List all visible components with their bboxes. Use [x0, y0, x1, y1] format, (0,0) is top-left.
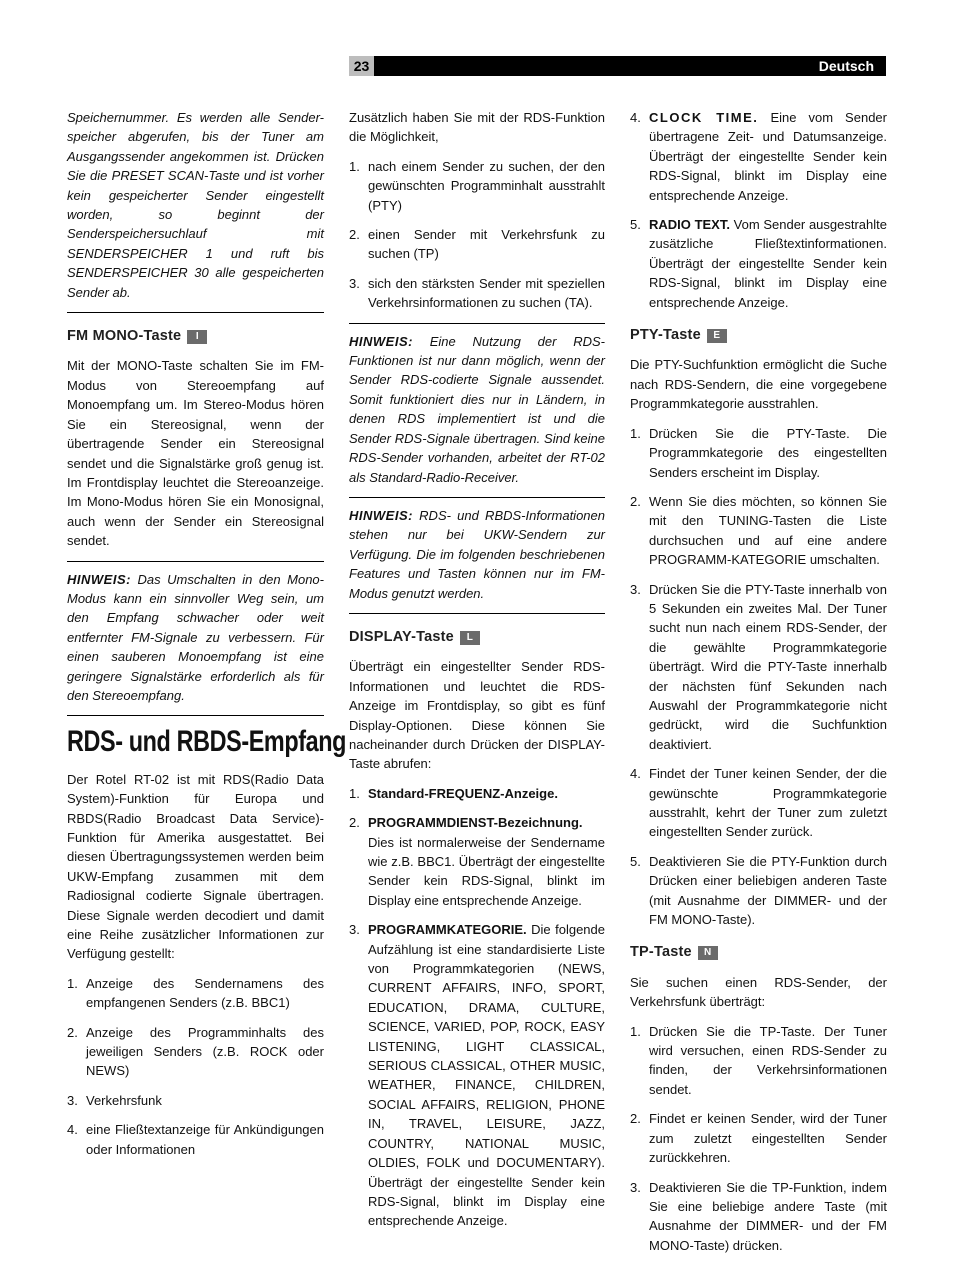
divider	[349, 323, 605, 324]
rds-section-title: RDS- und RBDS-Empfang	[67, 725, 347, 759]
list-item	[67, 1091, 324, 1110]
note-label: HINWEIS:	[67, 571, 131, 587]
divider	[349, 613, 605, 614]
column-right	[630, 108, 887, 1265]
pty-heading	[630, 326, 887, 345]
list-number: 1.	[630, 1023, 641, 1039]
list-item	[630, 108, 887, 205]
list-number: 1.	[630, 425, 641, 441]
divider	[67, 312, 324, 313]
list-text: einen Sender mit Verkehrsfunk zu suchen (TP)	[368, 227, 605, 262]
note-label: HINWEIS:	[349, 507, 413, 523]
option-name: Standard-FREQUENZ-Anzeige.	[368, 785, 558, 801]
display-options-list	[349, 784, 605, 1231]
list-item	[630, 852, 887, 930]
list-number: 4.	[630, 110, 641, 125]
list-item	[349, 225, 605, 264]
list-number: 4.	[67, 1122, 78, 1138]
list-number: 2.	[349, 227, 360, 243]
list-number: 3.	[630, 1179, 641, 1195]
list-number: 2.	[349, 815, 360, 831]
key-badge-i: I	[187, 330, 207, 344]
list-text: Anzeige des Programminhalts des jeweiligen Senders (z.B. ROCK oder NEWS)	[86, 1024, 324, 1079]
list-text: Findet der Tuner keinen Sender, der die gewünschte Programmkategorie ausstrahlt, kehrt der Tuner zum zuletzt eingestellten Sender zurück.	[649, 766, 887, 840]
key-badge-e: E	[707, 329, 727, 343]
list-number: 1.	[67, 975, 78, 991]
list-item	[630, 764, 887, 842]
list-item	[630, 1022, 887, 1100]
column-left	[67, 108, 347, 1169]
list-number: 1.	[349, 158, 360, 174]
display-title: DISPLAY-Taste	[349, 628, 454, 645]
list-number: 2.	[67, 1024, 78, 1040]
list-number: 4.	[630, 766, 641, 782]
list-number: 3.	[349, 922, 360, 938]
tp-steps-list	[630, 1022, 887, 1255]
key-badge-l: L	[460, 631, 480, 645]
list-item	[67, 1023, 324, 1081]
rbds-note	[349, 506, 605, 603]
divider	[67, 715, 324, 716]
list-number: 5.	[630, 217, 641, 233]
list-number: 2.	[630, 493, 641, 509]
list-text: Drücken Sie die TP-Taste. Der Tuner wird versuchen, einen RDS-Sender zu finden, der Verkehrsinformationen sendet.	[649, 1023, 887, 1097]
divider	[67, 561, 324, 562]
column-middle	[349, 108, 605, 1241]
list-text: Deaktivieren Sie die PTY-Funktion durch Drücken einer beliebigen anderen Taste (mit Ausnahme der DIMMER- und der FM MONO-Taste).	[649, 853, 887, 928]
list-text: Wenn Sie dies möchten, so können Sie mit den TUNING-Tasten die Liste durchsuchen und auf eine andere PROGRAMM-KATEGORIE umschalten.	[649, 493, 887, 568]
rds-options-list	[349, 157, 605, 313]
key-badge-n: N	[698, 946, 718, 960]
option-name: PROGRAMMDIENST-Bezeichnung.	[368, 815, 583, 831]
pty-title: PTY-Taste	[630, 327, 701, 344]
list-text: sich den stärksten Sender mit speziellen Verkehrsinformationen zu suchen (TA).	[368, 275, 605, 311]
rds-note	[349, 332, 605, 487]
list-item	[630, 1178, 887, 1256]
option-name: PROGRAMMKATEGORIE.	[368, 922, 527, 938]
list-text: Drücken Sie die PTY-Taste innerhalb von 5 Sekunden ein zweites Mal. Der Tuner sucht nun nach einem RDS-Sender, der die gewählte Programmkategorie überträgt. Wird die PTY-Taste innerhalb der nächsten fünf Sekunden nach Auswahl der Programmkategorie nicht gedrückt, wird die Suchfunktion deaktiviert.	[649, 581, 887, 752]
list-item	[630, 492, 887, 570]
list-item	[349, 157, 605, 215]
tp-title: TP-Taste	[630, 944, 692, 961]
list-text: Die folgende Aufzählung ist eine standardisierte Liste von Programmkategorien (NEWS, CURRENT AFFAIRS, INFO, SPORT, EDUCATION, DRAMA, CULTURE, SCIENCE, VARIED, POP, ROCK, EASY LISTENING, LIGHT CLASSICAL, SERIOUS CLASSICAL, OTHER MUSIC, WEATHER, FINANCE, CHILDREN, SOCIAL AFFAIRS, RELIGION, PHONE IN, TRAVEL, LEISURE, JAZZ, COUNTRY, NATIONAL MUSIC, OLDIES, FOLK und DOCUMENTARY). Überträgt der eingestellte Sender kein RDS-Signal, blinkt im Display eine entsprechende Anzeige.	[368, 922, 605, 1229]
list-text: Verkehrsfunk	[86, 1092, 162, 1108]
list-number: 3.	[630, 581, 641, 597]
display-heading	[349, 628, 605, 647]
list-number: 1.	[349, 785, 360, 801]
list-item	[349, 274, 605, 313]
pty-steps-list	[630, 424, 887, 930]
display-body: Überträgt ein eingestellter Sender RDS-Informationen und leuchtet die RDS-Anzeige im Frontdisplay, so gibt es fünf Display-Optionen. Diese können Sie nacheinander durch Drücken der DISPLAY-Taste abrufen:	[349, 659, 605, 772]
list-item	[630, 215, 887, 312]
note-text: Das Umschalten in den Mono-Modus kann ein sinnvoller Weg sein, um den Empfang schwacher oder weit entfernter FM-Signale zu verbessern. Für einen sauberen Monoempfang ist eine geringere Signalstärke erforderlich als für den Stereoempfang.	[67, 571, 324, 703]
list-text: Dies ist normalerweise der Sendername wie z.B. BBC1. Überträgt der eingestellte Sender kein RDS-Signal, blinkt im Display eine entsprechende Anzeige.	[368, 834, 605, 908]
list-text: eine Fließtextanzeige für Ankündigungen oder Informationen	[86, 1122, 324, 1157]
fm-mono-note	[67, 570, 324, 706]
pty-body: Die PTY-Suchfunktion ermöglicht die Suche nach RDS-Sendern, die eine vorgegebene Programmkategorie ausstrahlen.	[630, 357, 887, 412]
fm-mono-heading	[67, 327, 324, 346]
page-number: 23	[349, 56, 374, 76]
language-label: Deutsch	[818, 58, 874, 74]
rds-feature-list	[67, 974, 324, 1159]
list-text: Findet er keinen Sender, wird der Tuner zum zuletzt eingestellten Sender zurückkehren.	[649, 1111, 887, 1166]
preset-scan-paragraph: Speichernummer. Es werden alle Sender-speicher abgerufen, bis der Tuner am Ausgangssender angekommen ist. Drücken Sie die PRESET SCAN-Taste und ist vorher kein gespeicherter Sender eingestellt worden, so beginnt der Senderspeichersuchlauf mit SENDERSPEICHER 1 und ruft bis SENDERSPEICHER 30 alle gespeicherten Sender ab.	[67, 110, 324, 300]
list-number: 3.	[349, 275, 360, 291]
note-label: HINWEIS:	[349, 333, 413, 349]
list-item	[349, 920, 605, 1231]
rds-options-intro: Zusätzlich haben Sie mit der RDS-Funktion die Möglichkeit,	[349, 110, 605, 145]
list-item	[630, 1109, 887, 1167]
tp-body: Sie suchen einen RDS-Sender, der Verkehrsfunk überträgt:	[630, 974, 887, 1010]
fm-mono-body: Mit der MONO-Taste schalten Sie im FM-Modus von Stereoempfang auf Monoempfang um. Im Stereo-Modus hören Sie ein Stereosignal, wenn der übertragende Sender ein Stereosignal sendet und die Signalstärke groß genug ist. Im Frontdisplay leuchtet die Stereoanzeige. Im Mono-Modus hören Sie ein Monosignal, auch wenn der Sender ein Stereosignal sendet.	[67, 358, 324, 549]
list-item	[630, 424, 887, 482]
tp-heading	[630, 943, 887, 962]
option-name: RADIO TEXT.	[649, 217, 730, 233]
display-options-list-cont	[630, 108, 887, 312]
list-number: 3.	[67, 1092, 78, 1108]
list-number: 2.	[630, 1111, 641, 1127]
list-text: Eine vom Sender übertragene Zeit- und Datumsanzeige. Überträgt der eingestellte Sender kein RDS-Signal, blinkt im Display eine entsprechende Anzeige.	[649, 110, 887, 203]
option-name: CLOCK TIME.	[649, 110, 759, 125]
list-text: Drücken Sie die PTY-Taste. Die Programmkategorie des eingestellten Senders erscheint im Display.	[649, 425, 887, 480]
list-item	[630, 580, 887, 755]
note-text: RDS- und RBDS-Informationen stehen nur bei UKW-Sendern zur Verfügung. Die im folgenden beschriebenen Features und Tasten können nur im FM-Modus genutzt werden.	[349, 507, 605, 601]
list-item	[67, 974, 324, 1013]
rds-body: Der Rotel RT-02 ist mit RDS(Radio Data System)-Funktion für Europa und RBDS(Radio Broadcast Data Service)-Funktion für Amerika ausgestattet. Bei diesen Übertragungssystemen werden beim UKW-Empfang zusammen mit dem Radiosignal codierte Signale übertragen. Diese Signale werden decodiert und damit eine Reihe zusätzlicher Informationen zur Verfügung gestellt:	[67, 771, 324, 962]
list-text: Anzeige des Sendernamens des empfangenen Senders (z.B. BBC1)	[86, 975, 324, 1011]
list-text: nach einem Sender zu suchen, der den gewünschten Programminhalt ausstrahlt (PTY)	[368, 158, 605, 213]
list-text: Deaktivieren Sie die TP-Funktion, indem Sie eine beliebige andere Taste (mit Ausnahme der DIMMER- und der FM MONO-Taste) drücken.	[649, 1179, 887, 1253]
list-item	[67, 1120, 324, 1159]
list-text: Vom Sender ausgestrahlte zusätzliche Fließtextinformationen. Überträgt der eingestellte Sender kein RDS-Signal, blinkt im Display eine entsprechende Anzeige.	[649, 217, 887, 310]
note-text: Eine Nutzung der RDS-Funktionen ist nur dann möglich, wenn der Sender RDS-codierte Signale aussendet. Somit funktioniert dies nur in Ländern, in denen RDS implementiert ist und die Sender RDS-Signale übertragen. Sind keine RDS-Sender vorhanden, arbeitet der RT-02 als Standard-Radio-Receiver.	[349, 333, 605, 485]
list-item	[349, 784, 605, 803]
list-item	[349, 813, 605, 910]
list-number: 5.	[630, 853, 641, 869]
page-header-bar	[349, 56, 886, 76]
fm-mono-title: FM MONO-Taste	[67, 328, 182, 345]
divider	[349, 497, 605, 498]
